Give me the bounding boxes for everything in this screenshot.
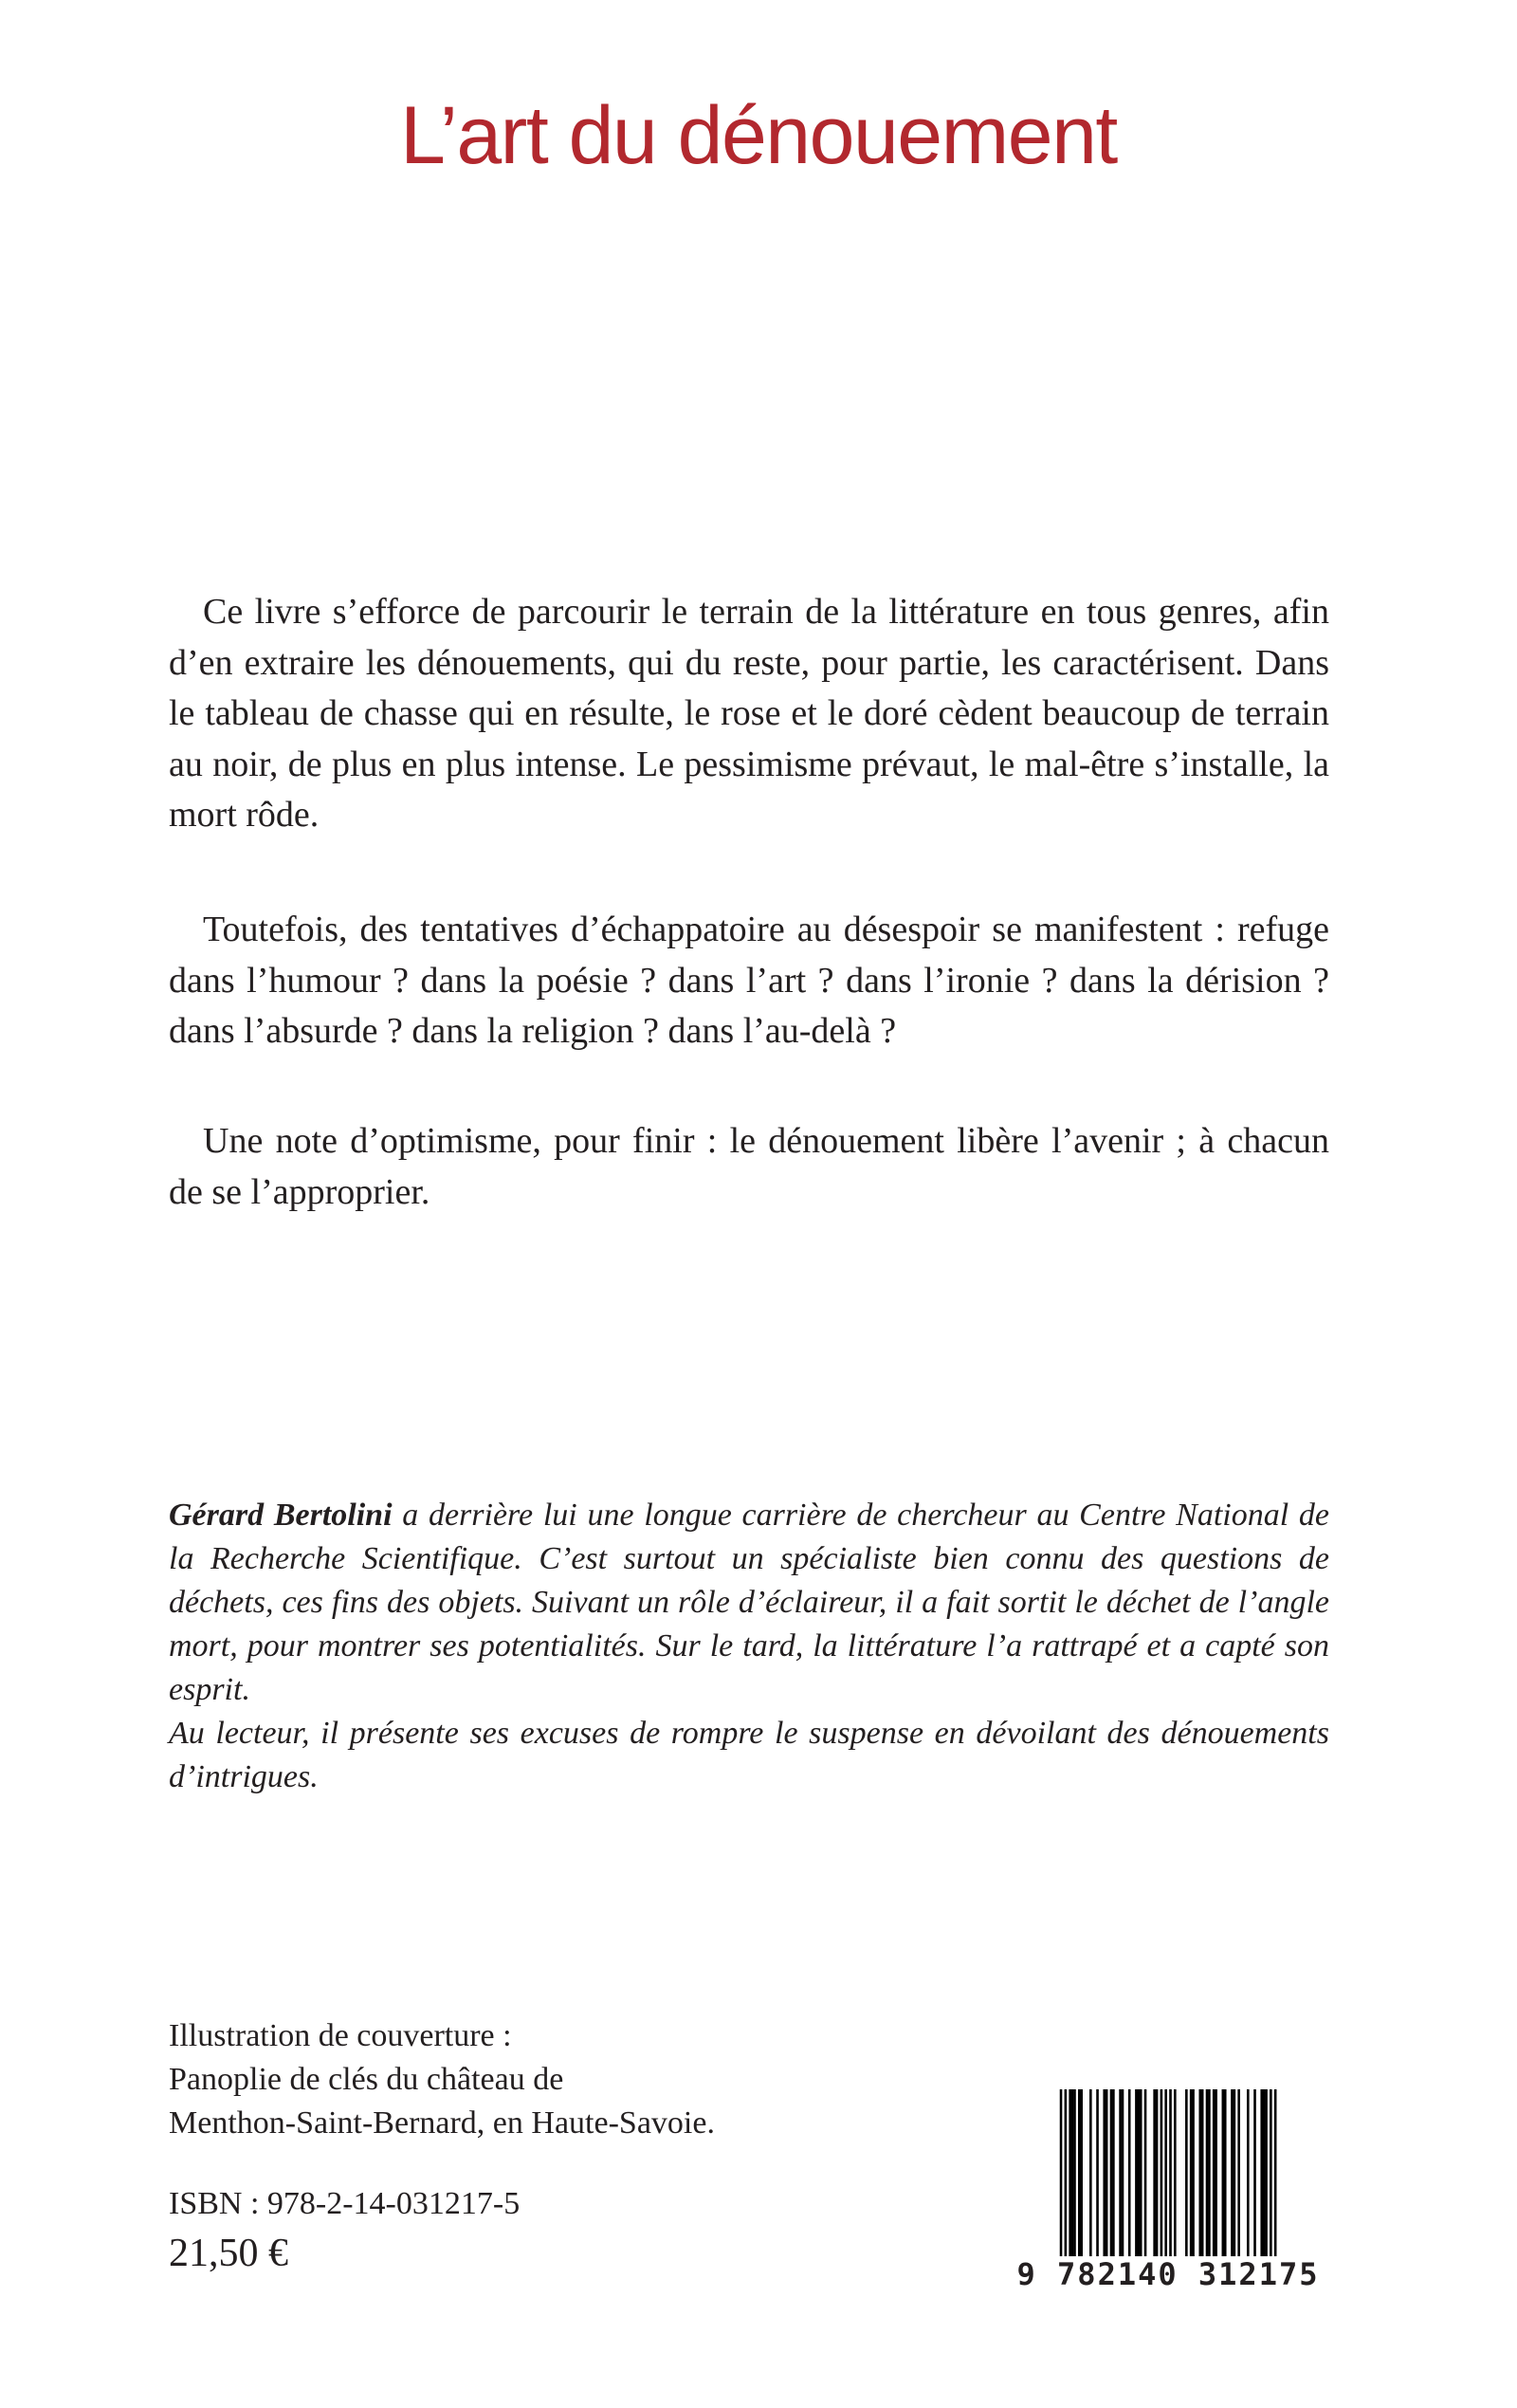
barcode-bar xyxy=(1140,2089,1142,2256)
barcode-bar xyxy=(1080,2089,1083,2256)
barcode-bar xyxy=(1103,2089,1106,2256)
barcode-bar xyxy=(1192,2089,1195,2256)
barcode-bar xyxy=(1215,2089,1217,2256)
blurb-paragraph-2: Toutefois, des tentatives d’échappatoire au désespoir se manifestent : refuge dans l’humour ? dans la poésie ? dans l’art ? dans l’ironie ? dans la dérision ? dans l’absurde ? dans la religion ? dans l’au-delà ? xyxy=(169,910,1329,1051)
barcode-bar xyxy=(1253,2089,1256,2256)
credit-line-2: Panoplie de clés du château de xyxy=(169,2062,564,2097)
barcode-bar xyxy=(1213,2089,1215,2256)
barcode-bar xyxy=(1247,2089,1250,2256)
barcode-bar xyxy=(1156,2089,1159,2256)
author-name: Gérard Bertolini xyxy=(169,1498,393,1533)
barcode-bar xyxy=(1237,2089,1240,2256)
barcode-bar xyxy=(1112,2089,1115,2256)
credit-line-3: Menthon-Saint-Bernard, en Haute-Savoie. xyxy=(169,2105,715,2141)
barcode-bar xyxy=(1224,2089,1227,2256)
barcode-bar xyxy=(1135,2089,1138,2256)
barcode-bar xyxy=(1071,2089,1074,2256)
author-bio-paragraph xyxy=(169,1494,1329,1712)
author-bio-note: Au lecteur, il présente ses excuses de rompre le suspense en dévoilant des dénouements d’intrigues. xyxy=(169,1716,1329,1794)
barcode-bar xyxy=(1270,2089,1272,2275)
barcode-bar xyxy=(1164,2089,1167,2275)
barcode-bar xyxy=(1234,2089,1236,2256)
blurb-paragraph-3: Une note d’optimisme, pour finir : le dénouement libère l’avenir ; à chacun de se l’approprier. xyxy=(169,1121,1329,1212)
barcode-bar xyxy=(1260,2089,1263,2256)
barcode-bar xyxy=(1231,2089,1234,2256)
barcode-bar xyxy=(1110,2089,1113,2256)
isbn: ISBN : 978-2-14-031217-5 xyxy=(169,2186,521,2221)
barcode-bar xyxy=(1263,2089,1266,2256)
barcode-bar xyxy=(1274,2089,1277,2275)
author-bio-text: a derrière lui une longue carrière de chercheur au Centre National de la Recherche Scientifique. C’est surtout un spécialiste bien connu des questions de déchets, ces fins des objets. Suivant un rôle d’éclaireur, il a fait sortit le déchet de l’angle mort, pour montrer ses potentialités. Sur le tard, la littérature l’a rattrapé et a capté son esprit. xyxy=(169,1498,1329,1707)
barcode-bar xyxy=(1153,2089,1156,2256)
barcode-bar xyxy=(1128,2089,1131,2256)
barcode-bar xyxy=(1065,2089,1068,2275)
blurb-paragraph-1: Ce livre s’efforce de parcourir le terrain de la littérature en tous genres, afin d’en extraire les dénouements, qui du reste, pour partie, les caractérisent. Dans le tableau de chasse qui en résulte, le rose et le doré cèdent beaucoup de terrain au noir, de plus en plus intense. Le pessimisme prévaut, le mal-être s’installe, la mort rôde. xyxy=(169,592,1329,835)
barcode-bar xyxy=(1060,2089,1063,2275)
barcode-bar xyxy=(1265,2089,1268,2256)
price: 21,50 € xyxy=(169,2232,288,2275)
barcode-bar xyxy=(1069,2089,1071,2256)
barcode-bar xyxy=(1198,2089,1201,2256)
barcode-digits: 9 782140 312175 xyxy=(1005,2256,1331,2292)
barcode-bar xyxy=(1169,2089,1172,2275)
barcode-bar xyxy=(1174,2089,1177,2256)
author-bio xyxy=(169,1494,1329,1799)
barcode-bar xyxy=(1089,2089,1092,2256)
barcode-bar xyxy=(1190,2089,1193,2256)
barcode-bar xyxy=(1096,2089,1099,2256)
cover-illustration-credit xyxy=(169,2014,715,2145)
barcode-bar xyxy=(1073,2089,1076,2256)
barcode-bar xyxy=(1222,2089,1225,2256)
credit-line-1: Illustration de couverture : xyxy=(169,2018,512,2053)
barcode-bar xyxy=(1208,2089,1211,2256)
barcode-bar xyxy=(1119,2089,1122,2256)
barcode-bar xyxy=(1161,2089,1163,2256)
book-title: L’art du dénouement xyxy=(400,90,1117,181)
barcode-bar xyxy=(1138,2089,1141,2256)
barcode-bar xyxy=(1106,2089,1108,2256)
barcode-bar xyxy=(1185,2089,1188,2256)
barcode-bar xyxy=(1201,2089,1204,2256)
barcode-bar xyxy=(1122,2089,1124,2256)
barcode-bar xyxy=(1144,2089,1147,2256)
barcode-bar xyxy=(1078,2089,1081,2256)
barcode-bar xyxy=(1206,2089,1209,2256)
